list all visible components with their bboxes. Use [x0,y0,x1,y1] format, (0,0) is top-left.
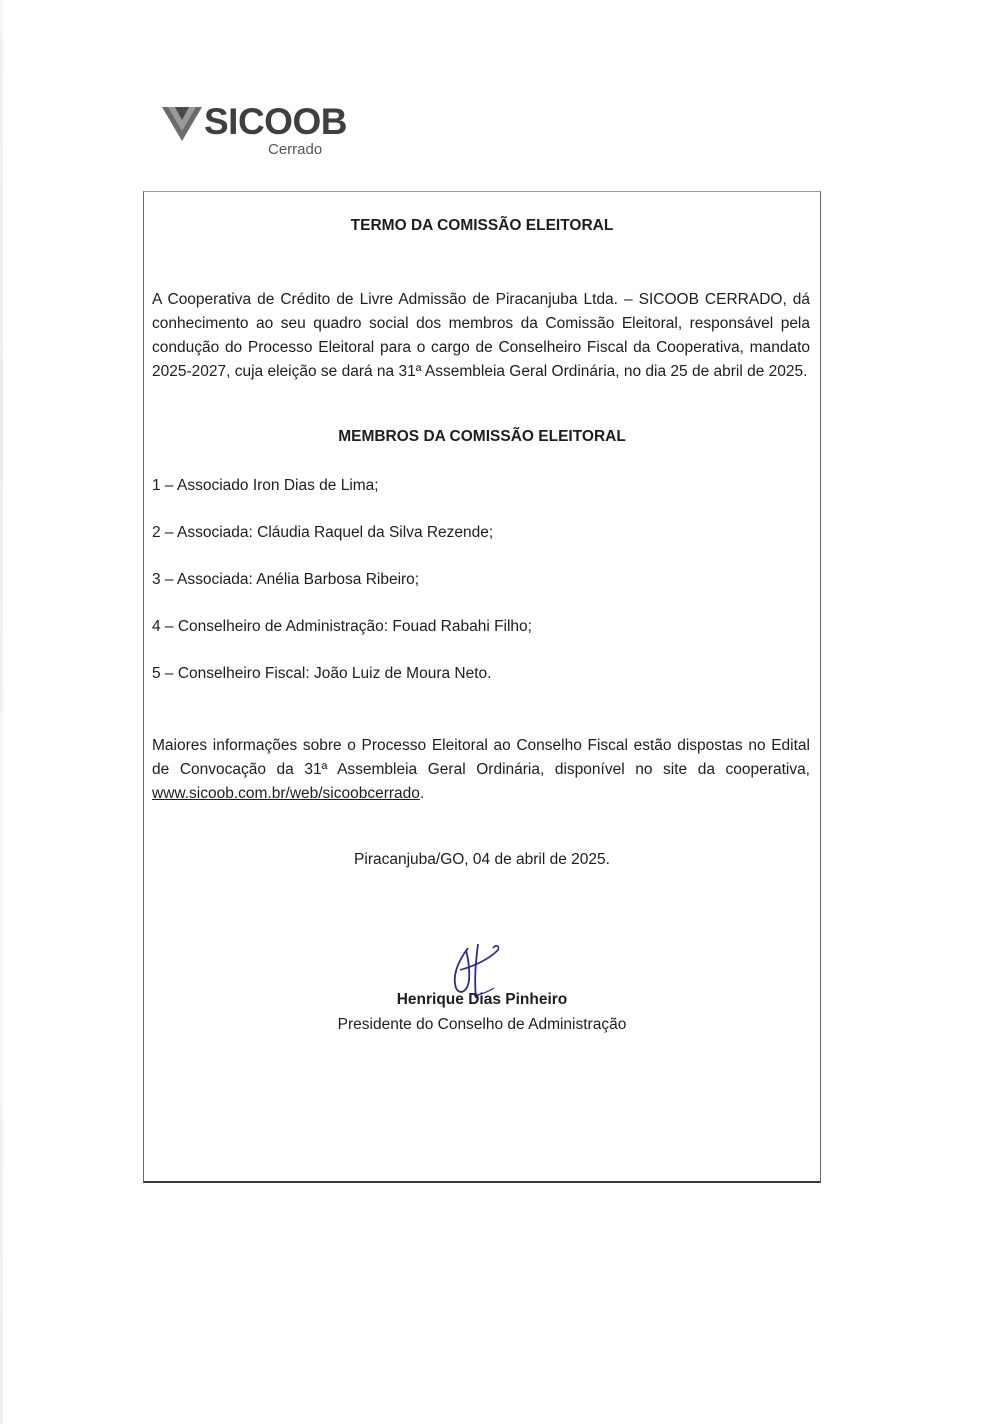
closing-text: Maiores informações sobre o Processo Eleitoral ao Conselho Fiscal estão dispostas no Edital de Convocação da 31ª Assembleia Geral Ordinária, disponível no site da cooperativa, [152,737,810,778]
logo-subtitle: Cerrado [268,141,323,158]
closing-end: . [419,785,425,802]
signer-name: Henrique Dias Pinheiro [396,991,568,1008]
scan-edge [0,0,3,1424]
document-title: TERMO DA COMISSÃO ELEITORAL [350,217,614,234]
member-item: 4 – Conselheiro de Administração: Fouad Rabahi Filho; [152,618,532,635]
signer-role: Presidente do Conselho de Administração [337,1016,627,1033]
closing-paragraph [152,734,810,806]
member-item: 5 – Conselheiro Fiscal: João Luiz de Moura Neto. [152,665,492,682]
member-item: 2 – Associada: Cláudia Raquel da Silva Rezende; [152,524,494,541]
sicoob-triangle-icon [162,107,202,141]
member-item: 1 – Associado Iron Dias de Lima; [152,477,379,494]
website-link[interactable]: www.sicoob.com.br/web/sicoobcerrado [152,785,420,802]
member-item: 3 – Associada: Anélia Barbosa Ribeiro; [152,571,420,588]
members-title: MEMBROS DA COMISSÃO ELEITORAL [338,428,626,445]
place-date: Piracanjuba/GO, 04 de abril de 2025. [354,851,610,868]
logo-wordmark: SICOOB [204,101,347,142]
intro-paragraph: A Cooperativa de Crédito de Livre Admissão de Piracanjuba Ltda. – SICOOB CERRADO, dá conhecimento ao seu quadro social dos membros da Comissão Eleitoral, responsável pela condução do Processo Eleitoral para o cargo de Conselheiro Fiscal da Cooperativa, mandato 2025-2027, cuja eleição se dará na 31ª Assembleia Geral Ordinária, no dia 25 de abril de 2025. [152,291,810,380]
sicoob-logo [162,103,362,163]
